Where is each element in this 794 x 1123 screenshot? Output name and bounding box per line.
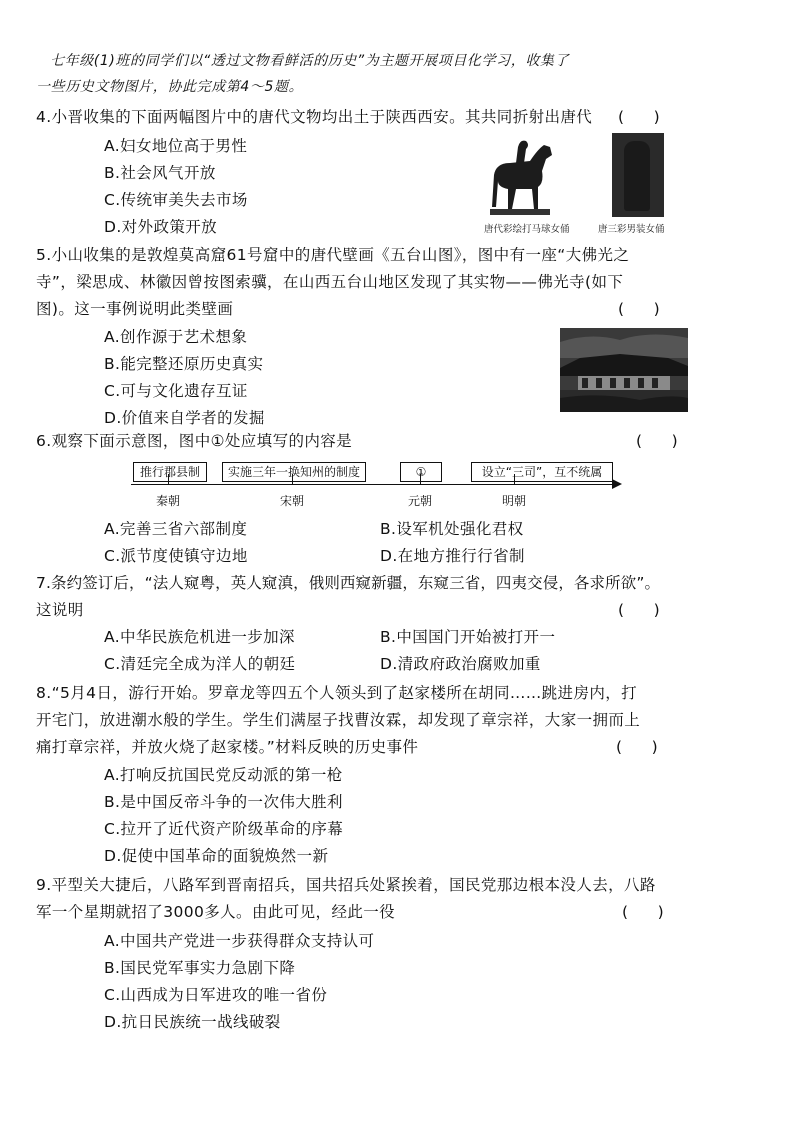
q6-option-a[interactable]: A.完善三省六部制度 — [104, 520, 248, 538]
q4-caption-2: 唐三彩男装女俑 — [598, 224, 665, 235]
foguang-temple-image — [560, 328, 688, 412]
timeline-label-ming: 明朝 — [502, 494, 527, 508]
q7-option-a[interactable]: A.中华民族危机进一步加深 — [104, 628, 295, 646]
q6-option-b[interactable]: B.设军机处强化君权 — [380, 520, 524, 538]
q9-stem-line-1: 9.平型关大捷后，八路军到晋南招兵，国共招兵处紧挨着，国民党那边根本没人去，八路 — [36, 876, 656, 894]
q4-option-a[interactable]: A.妇女地位高于男性 — [104, 137, 248, 155]
q4-option-c[interactable]: C.传统审美失去市场 — [104, 191, 248, 209]
q9-option-a[interactable]: A.中国共产党进一步获得群众支持认可 — [104, 932, 375, 950]
q6-option-c[interactable]: C.派节度使镇守边地 — [104, 547, 248, 565]
q5-stem-line-2: 寺”，梁思成、林徽因曾按图索骥，在山西五台山地区发现了其实物——佛光寺(如下 — [36, 273, 624, 291]
q8-option-d[interactable]: D.促使中国革命的面貌焕然一新 — [104, 847, 329, 865]
timeline-label-song: 宋朝 — [280, 494, 305, 508]
intro-line-2: 一些历史文物图片，协此完成第4～5题。 — [36, 79, 304, 95]
timeline-box-blank: ① — [400, 462, 442, 482]
q5-stem-line-3: 图)。这一事例说明此类壁画 — [36, 300, 234, 318]
q5-option-a[interactable]: A.创作源于艺术想象 — [104, 328, 248, 346]
q4-option-b[interactable]: B.社会风气开放 — [104, 164, 216, 182]
q9-stem-line-2: 军一个星期就招了3000多人。由此可见，经此一役 — [36, 903, 396, 921]
q9-option-d[interactable]: D.抗日民族统一战线破裂 — [104, 1013, 281, 1031]
q9-option-b[interactable]: B.国民党军事实力急剧下降 — [104, 959, 296, 977]
q5-stem-line-1: 5.小山收集的是敦煌莫高窟61号窟中的唐代壁画《五台山图》，图中有一座“大佛光之 — [36, 246, 630, 264]
q6-stem: 6.观察下面示意图，图中①处应填写的内容是 — [36, 432, 353, 450]
q7-option-d[interactable]: D.清政府政治腐败加重 — [380, 655, 541, 673]
q5-option-d[interactable]: D.价值来自学者的发掘 — [104, 409, 265, 427]
q4-stem: 4.小晋收集的下面两幅图片中的唐代文物均出土于陕西西安。其共同折射出唐代 — [36, 108, 593, 126]
timeline-label-qin: 秦朝 — [156, 494, 181, 508]
q7-option-b[interactable]: B.中国国门开始被打开一 — [380, 628, 556, 646]
q7-stem-line-2: 这说明 — [36, 601, 84, 619]
timeline-axis — [131, 484, 616, 485]
q8-stem-line-1: 8.“5月4日，游行开始。罗章龙等四五个人领头到了赵家楼所在胡同……跳进房内，打 — [36, 684, 638, 702]
timeline-box-song: 实施三年一换知州的制度 — [222, 462, 366, 482]
q9-option-c[interactable]: C.山西成为日军进攻的唯一省份 — [104, 986, 328, 1004]
horse-rider-figurine-image — [486, 137, 560, 217]
timeline-box-ming: 设立“三司”，互不统属 — [471, 462, 613, 482]
q6-answer-blank[interactable]: ( ) — [636, 432, 678, 450]
q7-answer-blank[interactable]: ( ) — [618, 601, 660, 619]
q5-answer-blank[interactable]: ( ) — [618, 300, 660, 318]
q8-option-a[interactable]: A.打响反抗国民党反动派的第一枪 — [104, 766, 343, 784]
timeline-box-qin: 推行郡县制 — [133, 462, 207, 482]
q6-option-d[interactable]: D.在地方推行行省制 — [380, 547, 525, 565]
q9-answer-blank[interactable]: ( ) — [622, 903, 664, 921]
q4-caption-1: 唐代彩绘打马球女俑 — [484, 224, 570, 235]
q8-stem-line-2: 开宅门，放进潮水般的学生。学生们满屋子找曹汝霖，却发现了章宗祥，大家一拥而上 — [36, 711, 641, 729]
q8-option-b[interactable]: B.是中国反帝斗争的一次伟大胜利 — [104, 793, 343, 811]
timeline-label-yuan: 元朝 — [408, 494, 433, 508]
q8-stem-line-3: 痛打章宗祥，并放火烧了赵家楼。”材料反映的历史事件 — [36, 738, 419, 756]
q5-option-b[interactable]: B.能完整还原历史真实 — [104, 355, 264, 373]
intro-line-1: 七年级(1)班的同学们以“透过文物看鲜活的历史”为主题开展项目化学习，收集了 — [50, 53, 570, 69]
timeline-arrow — [612, 479, 622, 489]
q5-option-c[interactable]: C.可与文化遗存互证 — [104, 382, 248, 400]
male-attire-female-figurine-image — [612, 133, 664, 217]
q8-answer-blank[interactable]: ( ) — [616, 738, 658, 756]
q7-option-c[interactable]: C.清廷完全成为洋人的朝廷 — [104, 655, 296, 673]
q8-option-c[interactable]: C.拉开了近代资产阶级革命的序幕 — [104, 820, 344, 838]
q7-stem-line-1: 7.条约签订后，“法人窥粤，英人窥滇，俄则西窥新疆，东窥三省，四夷交侵，各求所欲”。 — [36, 574, 661, 592]
q4-answer-blank[interactable]: ( ) — [618, 108, 660, 126]
q4-option-d[interactable]: D.对外政策开放 — [104, 218, 218, 236]
